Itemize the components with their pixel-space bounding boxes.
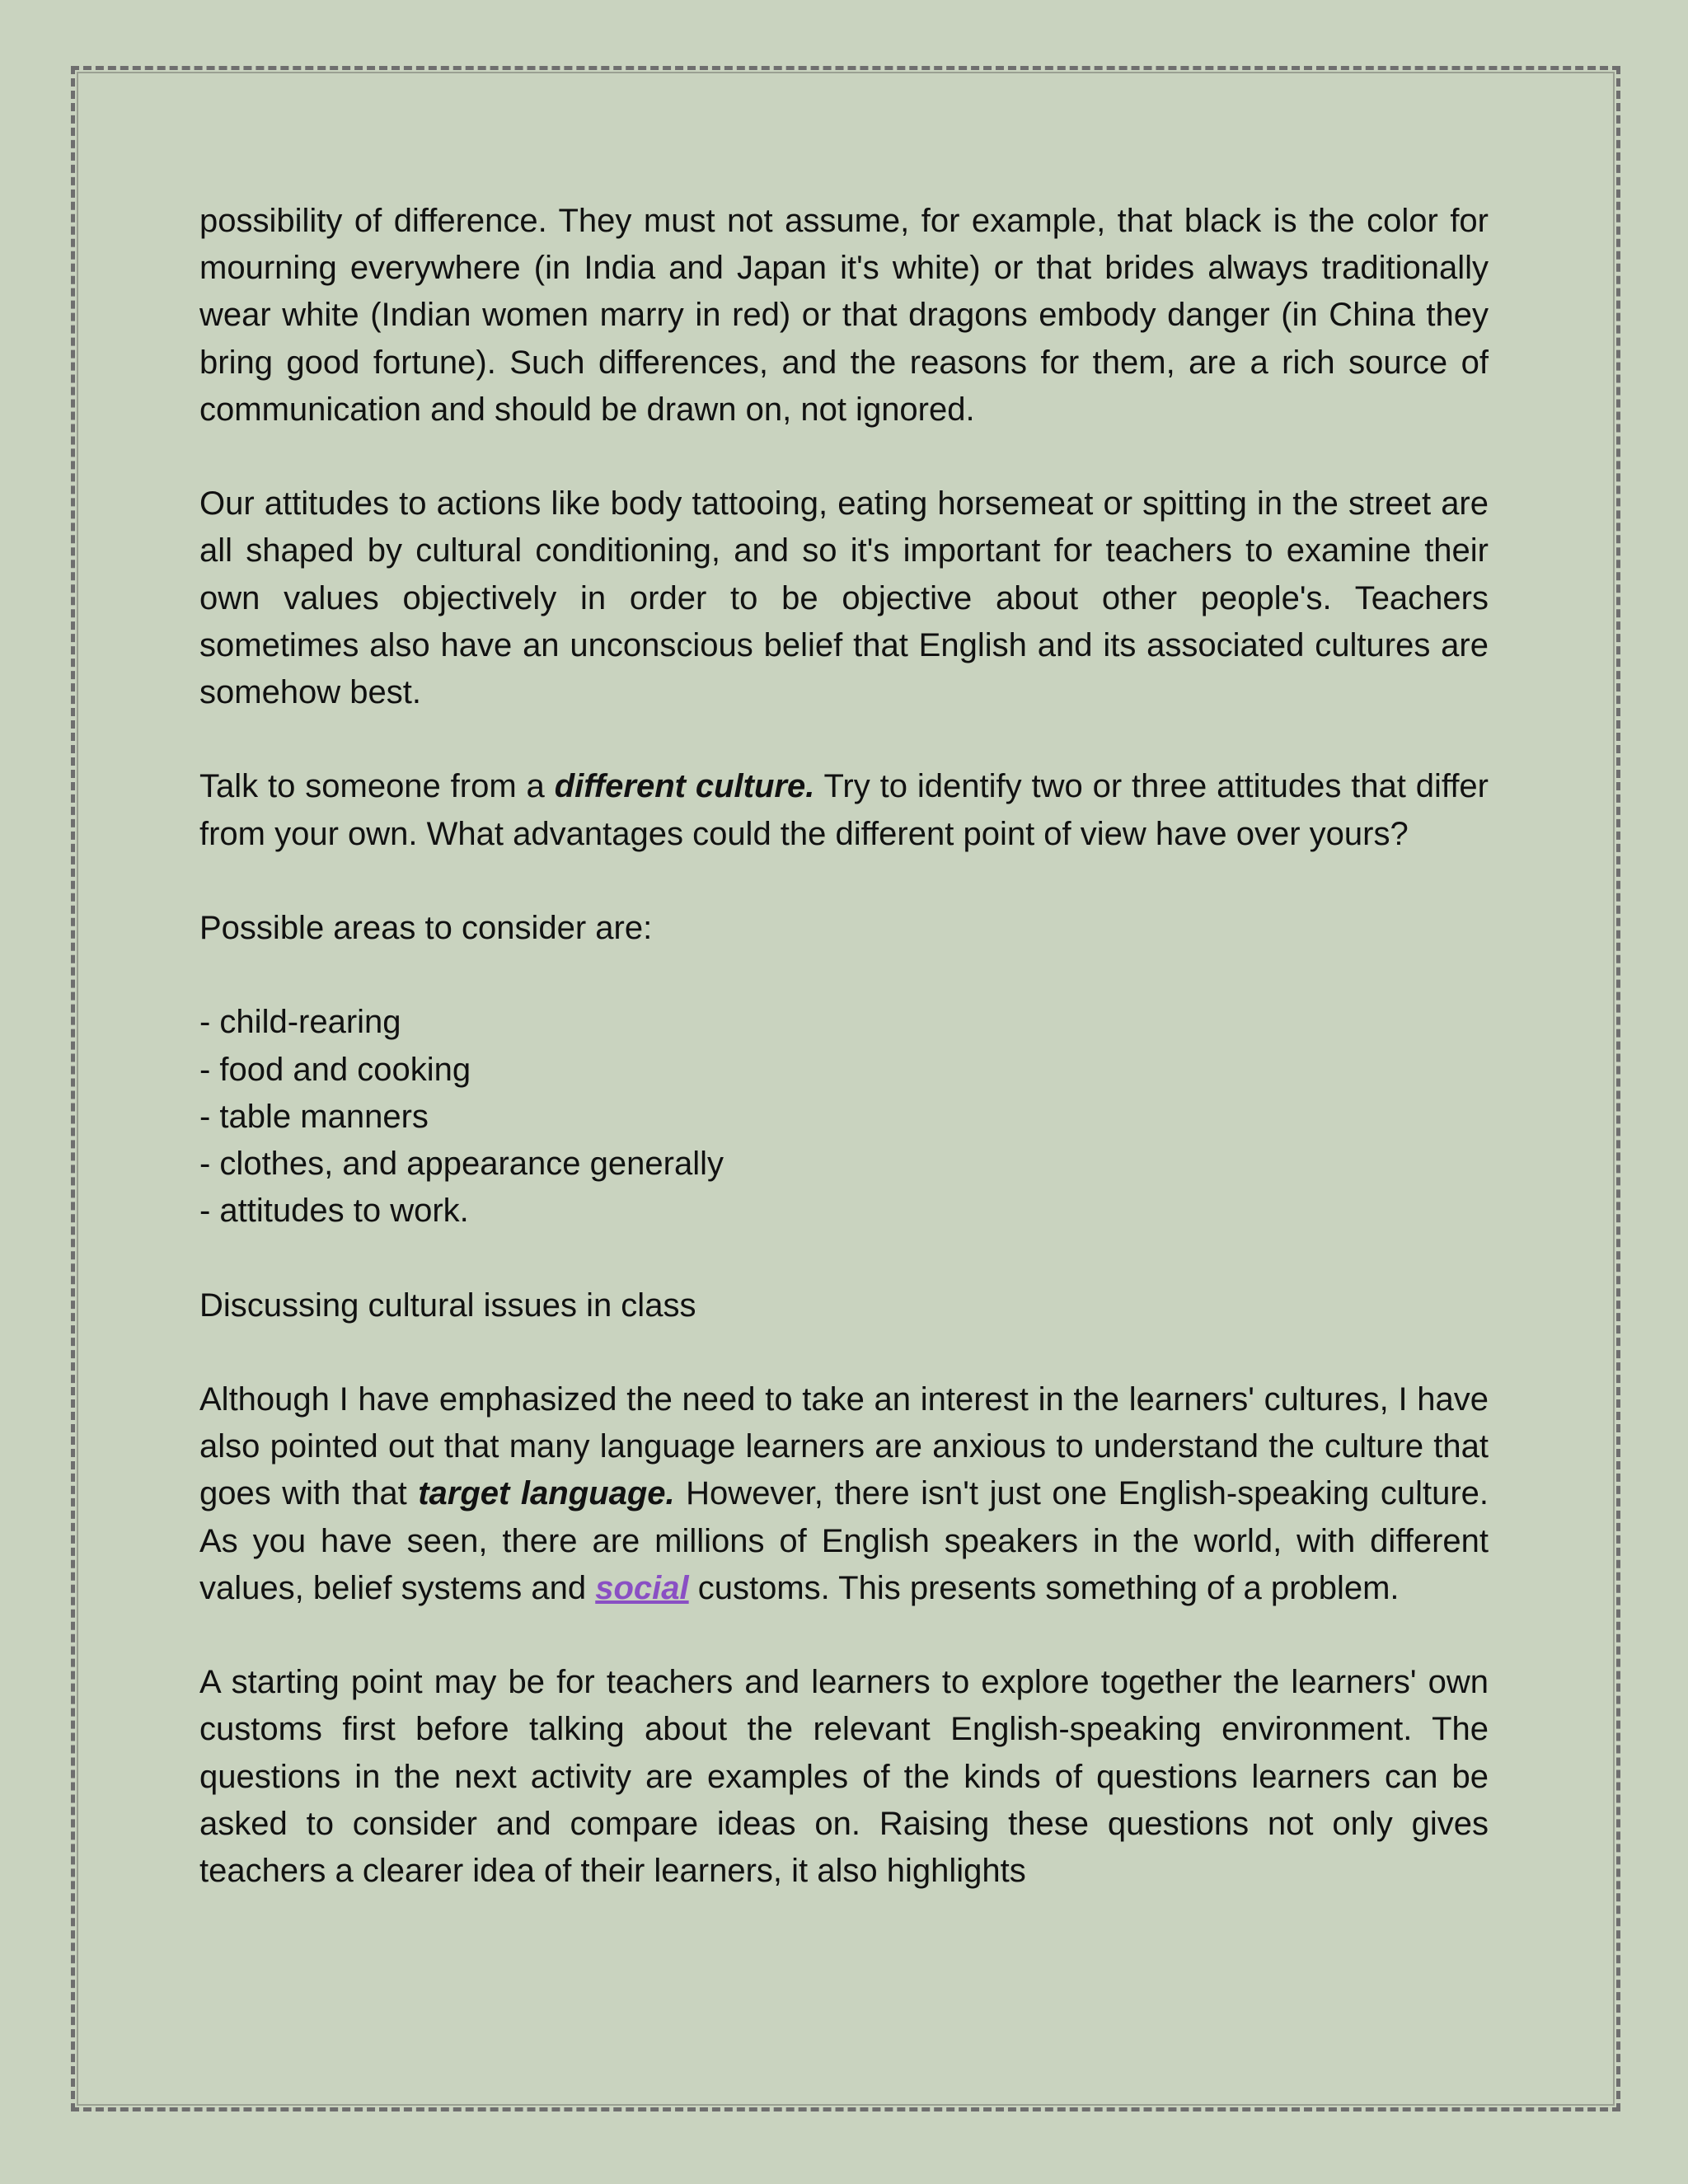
paragraph-cultural-issues	[199, 1376, 1489, 1612]
list-item: - food and cooking	[199, 1051, 471, 1088]
list-item: - attitudes to work.	[199, 1193, 469, 1230]
cultural-issues-text-middle: However, there isn't just one English-speaking culture. As you have seen, there are millions of English speakers in the world, with different values, belief systems and	[199, 1475, 1489, 1606]
paragraph-starting-point: A starting point may be for teachers and learners to explore together the learners' own customs first before talking about the relevant English-speaking environment. The questions in the next activity are examples of the kinds of questions learners can be asked to consider and compare ideas on. Raising these questions not only gives teachers a clearer idea of their learners, it also highlights	[199, 1664, 1489, 1889]
cultural-issues-text-end: customs. This presents something of a problem.	[688, 1569, 1400, 1606]
paragraph-possible-areas: Possible areas to consider are:	[199, 910, 653, 946]
social-link[interactable]: social	[595, 1569, 689, 1606]
list-item: - clothes, and appearance generally	[199, 1146, 724, 1182]
activity-text-end: Try to identify two or three attitudes that differ from your own. What advantages could the different point of view have over yours?	[199, 768, 1489, 852]
emphasis-target-language: target language.	[418, 1475, 675, 1512]
document-body	[199, 198, 1489, 1942]
cultural-issues-text-start: Although I have emphasized the need to take an interest in the learners' cultures, I have also pointed out that many language learners are anxious to understand the culture that goes with that	[199, 1380, 1489, 1512]
list-item: - table manners	[199, 1098, 429, 1135]
list-item: - child-rearing	[199, 1004, 401, 1041]
areas-list	[199, 999, 1489, 1235]
paragraph-activity	[199, 763, 1489, 857]
activity-text-start: Talk to someone from a	[199, 768, 555, 805]
emphasis-different-culture: different culture.	[554, 768, 815, 805]
paragraph-difference: possibility of difference. They must not assume, for example, that black is the color for mourning everywhere (in India and Japan it's white) or that brides always traditionally wear white (Indian women marry in red) or that dragons embody danger (in China they bring good fortune). Such differences, and the reasons for them, are a rich source of communication and should be drawn on, not ignored.	[199, 203, 1489, 428]
paragraph-attitudes: Our attitudes to actions like body tattooing, eating horsemeat or spitting in the street are all shaped by cultural conditioning, and so it's important for teachers to examine their own values objectively in order to be objective about other people's. Teachers sometimes also have an unconscious belief that English and its associated cultures are somehow best.	[199, 485, 1489, 711]
section-heading: Discussing cultural issues in class	[199, 1286, 696, 1324]
